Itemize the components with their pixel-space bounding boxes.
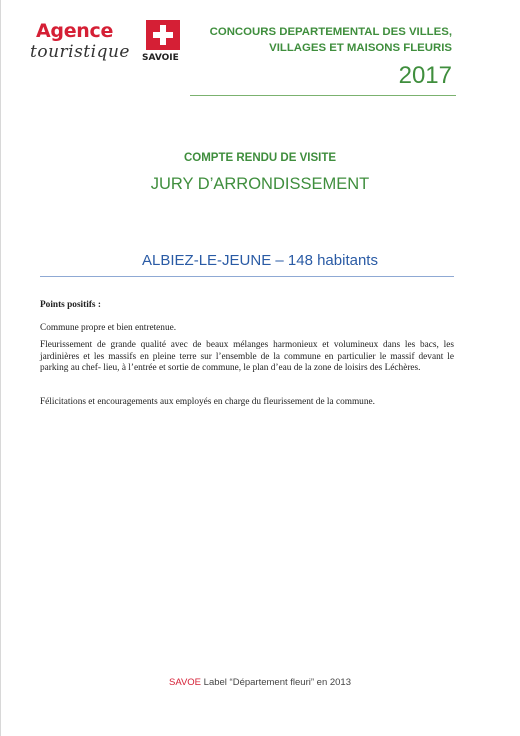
contest-year: 2017: [398, 62, 452, 89]
footer-label: [0, 677, 520, 688]
logo-agence-text: Agence: [36, 20, 114, 42]
body-paragraph-3: Félicitations et encouragements aux employés en charge du fleurissement de la commune.: [40, 396, 375, 407]
report-subtitle: COMPTE RENDU DE VISITE: [183, 152, 337, 164]
header-divider: [190, 95, 456, 96]
body-paragraph-2: Fleurissement de grande qualité avec de beaux mélanges harmonieux et volumineux dans les bacs, les jardinières et les massifs en pleine terre sur l’ensemble de la commune en particulier le massif devant le parking au chef- lieu, à l’entrée et sortie de commune, le plan d’eau de la zone de loisirs des Léchères.: [40, 340, 454, 374]
contest-title-line-1: CONCOURS DEPARTEMENTAL DES VILLES,: [209, 26, 452, 38]
commune-heading: ALBIEZ-LE-JEUNE – 148 habitants: [142, 252, 378, 269]
agence-touristique-savoie-logo: [30, 20, 180, 70]
footer-label-text: Label “Département fleuri” en 2013: [203, 677, 351, 688]
savoie-cross-icon: [146, 20, 180, 50]
report-body: [40, 300, 454, 409]
footer-savoe: SAVOE: [168, 677, 202, 688]
contest-title-line-2: VILLAGES ET MAISONS FLEURIS: [269, 42, 452, 54]
positives-heading: Points positifs :: [40, 300, 101, 310]
logo-savoie-text: SAVOIE: [142, 53, 179, 63]
logo-touristique-text: touristique: [30, 42, 130, 62]
body-paragraph-1: Commune propre et bien entretenue.: [40, 322, 177, 333]
contest-title: [190, 24, 452, 56]
report-title: JURY D’ARRONDISSEMENT: [150, 175, 370, 193]
page-edge: [0, 0, 1, 736]
commune-divider: [40, 276, 454, 277]
